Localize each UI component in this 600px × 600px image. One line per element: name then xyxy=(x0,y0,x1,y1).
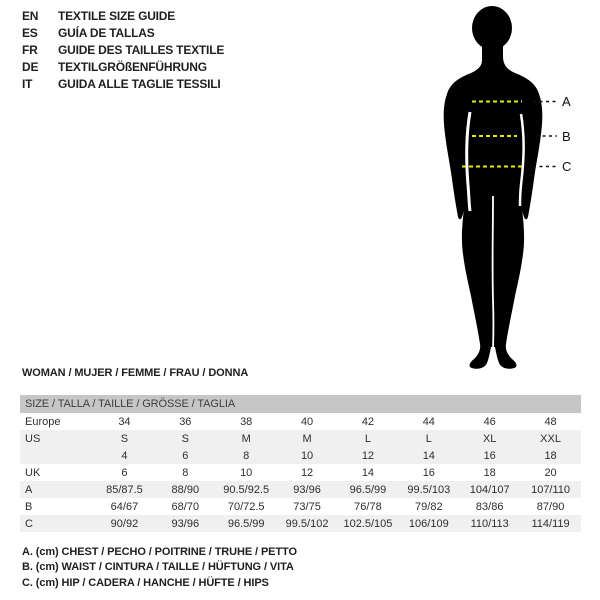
row-label: Europe xyxy=(25,415,61,428)
row-label xyxy=(20,447,94,464)
size-cell: 107/110 xyxy=(520,481,581,498)
size-cell: 102.5/105 xyxy=(338,515,399,532)
size-cell: 83/86 xyxy=(475,500,504,513)
size-cell: 40 xyxy=(300,415,314,428)
language-row-es xyxy=(22,25,224,42)
legend-line-hip: C. (cm) HIP / CADERA / HANCHE / HÜFTE / HIPS xyxy=(22,576,269,589)
legend-line-waist: B. (cm) WAIST / CINTURA / TAILLE / HÜFTUNG / VITA xyxy=(22,561,294,574)
table-row xyxy=(20,464,581,481)
language-row-en xyxy=(22,8,224,25)
size-cell: 12 xyxy=(300,466,314,479)
size-cell: 96.5/99 xyxy=(216,515,277,532)
size-cell: L xyxy=(338,430,399,447)
size-cell: 90.5/92.5 xyxy=(216,481,277,498)
size-cell: 36 xyxy=(179,415,192,428)
size-cell: 93/96 xyxy=(277,481,338,498)
size-cell: 10 xyxy=(240,466,253,479)
language-code: DE xyxy=(22,60,39,74)
language-title: GUÍA DE TALLAS xyxy=(58,26,155,40)
size-cell: 6 xyxy=(155,447,216,464)
size-cell: 114/119 xyxy=(520,515,581,532)
table-row xyxy=(20,515,581,532)
language-title-list xyxy=(22,8,224,93)
table-row xyxy=(20,430,581,447)
size-cell: 73/75 xyxy=(293,500,321,513)
size-cell: 44 xyxy=(422,415,435,428)
size-cell: 18 xyxy=(520,447,581,464)
language-row-fr xyxy=(22,42,224,59)
measure-label-c: C xyxy=(562,159,572,174)
size-cell: 76/78 xyxy=(354,500,382,513)
row-label: UK xyxy=(25,466,41,479)
size-table-body xyxy=(20,395,581,532)
size-cell: M xyxy=(277,430,338,447)
size-cell: L xyxy=(398,430,459,447)
row-label: US xyxy=(20,430,94,447)
size-cell: 8 xyxy=(182,466,189,479)
measure-label-a: A xyxy=(562,94,571,109)
size-cell: XL xyxy=(459,430,520,447)
language-code: EN xyxy=(22,9,39,23)
language-title: GUIDA ALLE TAGLIE TESSILI xyxy=(58,77,221,91)
size-cell: 48 xyxy=(544,415,557,428)
size-cell: 90/92 xyxy=(94,515,155,532)
size-cell: 85/87.5 xyxy=(94,481,155,498)
size-cell: 64/67 xyxy=(110,500,139,513)
size-cell: S xyxy=(94,430,155,447)
size-cell: S xyxy=(155,430,216,447)
size-cell: 10 xyxy=(277,447,338,464)
language-code: IT xyxy=(22,77,33,91)
size-cell: 8 xyxy=(216,447,277,464)
size-table-header: SIZE / TALLA / TAILLE / GRÖSSE / TAGLIA xyxy=(20,395,581,413)
language-row-it xyxy=(22,76,224,93)
size-cell: 4 xyxy=(94,447,155,464)
size-cell: 104/107 xyxy=(459,481,520,498)
size-cell: 110/113 xyxy=(459,515,520,532)
table-row xyxy=(20,481,581,498)
language-title: TEXTILGRÖßENFÜHRUNG xyxy=(58,60,207,74)
size-cell: 38 xyxy=(240,415,253,428)
size-cell: 42 xyxy=(361,415,375,428)
measure-label-b: B xyxy=(562,129,571,144)
table-row xyxy=(20,498,581,515)
legend-line-chest: A. (cm) CHEST / PECHO / POITRINE / TRUHE / PETTO xyxy=(22,546,297,558)
language-title: TEXTILE SIZE GUIDE xyxy=(58,9,176,23)
size-cell: 14 xyxy=(361,466,375,479)
size-cell: 88/90 xyxy=(155,481,216,498)
size-cell: 6 xyxy=(121,466,128,479)
size-cell: 18 xyxy=(483,466,496,479)
table-row xyxy=(20,447,581,464)
size-cell: 16 xyxy=(459,447,520,464)
size-cell: 79/82 xyxy=(415,500,443,513)
size-cell: 14 xyxy=(398,447,459,464)
size-cell: 46 xyxy=(483,415,496,428)
row-label: B xyxy=(25,500,33,513)
size-cell: M xyxy=(216,430,277,447)
language-code: FR xyxy=(22,43,38,57)
size-table xyxy=(20,395,581,532)
section-title: WOMAN / MUJER / FEMME / FRAU / DONNA xyxy=(22,367,249,379)
size-cell: 96.5/99 xyxy=(338,481,399,498)
row-label: C xyxy=(20,515,94,532)
size-cell: 20 xyxy=(544,466,557,479)
size-cell: 12 xyxy=(338,447,399,464)
language-code: ES xyxy=(22,26,38,40)
size-cell: 99.5/102 xyxy=(277,515,338,532)
size-cell: 87/90 xyxy=(536,500,565,513)
size-cell: 106/109 xyxy=(398,515,459,532)
language-row-de xyxy=(22,59,224,76)
size-cell: 16 xyxy=(422,466,435,479)
size-cell: 99.5/103 xyxy=(398,481,459,498)
size-cell: 34 xyxy=(118,415,131,428)
row-label: A xyxy=(20,481,94,498)
measurement-legend xyxy=(22,545,297,591)
leg-gap xyxy=(493,196,494,350)
language-title: GUIDE DES TAILLES TEXTILE xyxy=(58,43,225,57)
size-cell: 70/72.5 xyxy=(227,500,265,513)
table-row xyxy=(20,413,581,430)
size-cell: 93/96 xyxy=(155,515,216,532)
size-cell: XXL xyxy=(520,430,581,447)
size-table-header-row xyxy=(20,395,581,413)
size-cell: 68/70 xyxy=(171,500,200,513)
woman-silhouette-figure xyxy=(400,0,600,380)
